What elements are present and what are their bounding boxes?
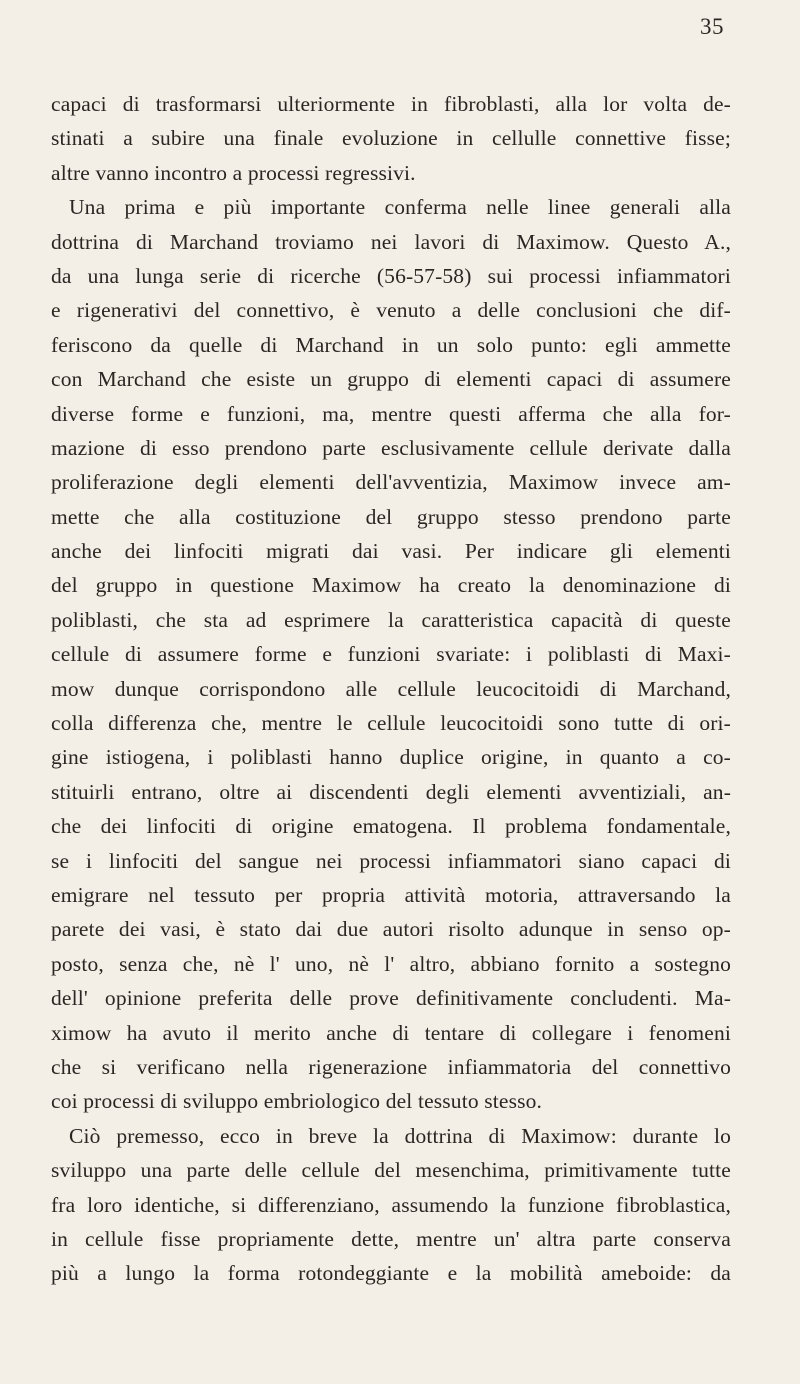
text-line: Una prima e più importante conferma nelle linee generali alla bbox=[69, 195, 731, 220]
text-line: poliblasti, che sta ad esprimere la caratteristica capacità di queste bbox=[51, 607, 731, 632]
text-line: gine istiogena, i poliblasti hanno duplice origine, in quanto a co- bbox=[51, 745, 731, 770]
text-line: sviluppo una parte delle cellule del mesenchima, primitivamente tutte bbox=[51, 1158, 731, 1183]
text-line: fra loro identiche, si differenziano, assumendo la funzione fibroblastica, bbox=[51, 1192, 731, 1217]
text-line: da una lunga serie di ricerche (56-57-58) sui processi infiammatori bbox=[51, 263, 731, 288]
text-line: mow dunque corrispondono alle cellule leucocitoidi di Marchand, bbox=[51, 676, 731, 701]
text-line: più a lungo la forma rotondeggiante e la mobilità ameboide: da bbox=[51, 1261, 731, 1286]
text-line: Ciò premesso, ecco in breve la dottrina di Maximow: durante lo bbox=[69, 1123, 731, 1148]
text-line: anche dei linfociti migrati dai vasi. Per indicare gli elementi bbox=[51, 539, 731, 564]
text-line: feriscono da quelle di Marchand in un solo punto: egli ammette bbox=[51, 332, 731, 357]
text-line: colla differenza che, mentre le cellule leucocitoidi sono tutte di ori- bbox=[51, 711, 731, 736]
text-line: ximow ha avuto il merito anche di tentare di collegare i fenomeni bbox=[51, 1020, 731, 1045]
text-line: proliferazione degli elementi dell'avventizia, Maximow invece am- bbox=[51, 470, 731, 495]
text-line: se i linfociti del sangue nei processi infiammatori siano capaci di bbox=[51, 848, 731, 873]
text-line: e rigenerativi del connettivo, è venuto a delle conclusioni che dif- bbox=[51, 298, 731, 323]
text-line: posto, senza che, nè l' uno, nè l' altro, abbiano fornito a sostegno bbox=[51, 951, 731, 976]
text-line: stituirli entrano, oltre ai discendenti degli elementi avventiziali, an- bbox=[51, 779, 731, 804]
text-line: dell' opinione preferita delle prove definitivamente concludenti. Ma- bbox=[51, 986, 731, 1011]
text-line: che si verificano nella rigenerazione infiammatoria del connettivo bbox=[51, 1054, 731, 1079]
text-line: emigrare nel tessuto per propria attività motoria, attraversando la bbox=[51, 882, 731, 907]
text-line: con Marchand che esiste un gruppo di elementi capaci di assumere bbox=[51, 367, 731, 392]
text-line: mazione di esso prendono parte esclusivamente cellule derivate dalla bbox=[51, 435, 731, 460]
text-line: mette che alla costituzione del gruppo stesso prendono parte bbox=[51, 504, 731, 529]
text-line: altre vanno incontro a processi regressivi. bbox=[51, 160, 416, 185]
page-number: 35 bbox=[700, 14, 724, 39]
text-line: che dei linfociti di origine ematogena. Il problema fondamentale, bbox=[51, 814, 731, 839]
body-text bbox=[51, 87, 731, 1291]
text-line: capaci di trasformarsi ulteriormente in fibroblasti, alla lor volta de- bbox=[51, 92, 731, 116]
text-line: coi processi di sviluppo embriologico del tessuto stesso. bbox=[51, 1089, 543, 1114]
text-line: cellule di assumere forme e funzioni svariate: i poliblasti di Maxi- bbox=[51, 642, 731, 667]
text-line: del gruppo in questione Maximow ha creato la denominazione di bbox=[51, 573, 731, 598]
text-line: parete dei vasi, è stato dai due autori risolto adunque in senso op- bbox=[51, 917, 731, 942]
text-line: dottrina di Marchand troviamo nei lavori di Maximow. Questo A., bbox=[51, 229, 731, 254]
text-line: diverse forme e funzioni, ma, mentre questi afferma che alla for- bbox=[51, 401, 731, 426]
text-line: stinati a subire una finale evoluzione in cellulle connettive fisse; bbox=[51, 126, 731, 151]
text-line: in cellule fisse propriamente dette, mentre un' altra parte conserva bbox=[51, 1226, 731, 1251]
